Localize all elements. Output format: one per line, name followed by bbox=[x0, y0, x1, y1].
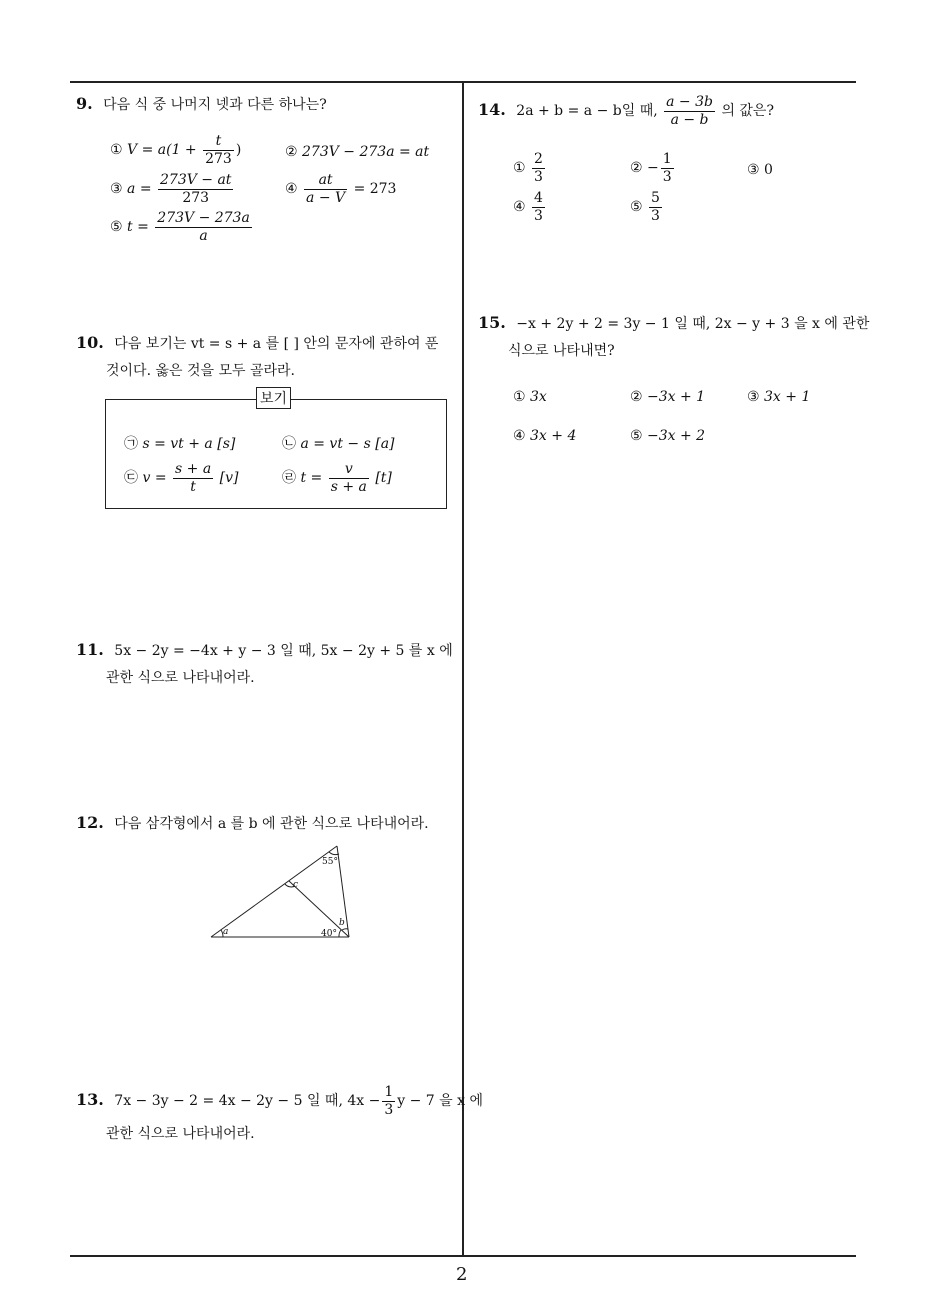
q9-option-3 bbox=[110, 173, 235, 205]
q9-text: 다음 식 중 나머지 넷과 다른 하나는? bbox=[103, 97, 327, 113]
q14-option-5: ⑤ $\frac{5}{3}$ bbox=[630, 190, 660, 224]
q13-text-a: 7x − 3y − 2 = 4x − 2y − 5 일 때, 4x − bbox=[114, 1093, 381, 1110]
q9-option-2-expr: 273V − 273a = at bbox=[302, 144, 430, 160]
q10-number: 10. bbox=[76, 333, 104, 352]
q15-option-5: ⑤ −3x + 2 bbox=[630, 428, 706, 444]
q9-option-3-fraction: $\frac{273V - at}{273}$ bbox=[160, 172, 232, 206]
q11-stem-line2: 관한 식으로 나타내어라. bbox=[106, 670, 255, 686]
q15-option-1: ① 3x bbox=[513, 389, 547, 405]
q9-option-2-mark: ② bbox=[285, 144, 298, 160]
q9-option-4 bbox=[285, 173, 396, 205]
q10-item-digeut: ㉢ v = $\frac{s + a}{t}$ [v] bbox=[124, 461, 239, 495]
q9-option-3-expr: a = bbox=[127, 181, 152, 198]
q9-option-1-mark: ① bbox=[110, 142, 123, 159]
q9-number: 9. bbox=[76, 94, 93, 113]
q9-option-5-expr: t = bbox=[127, 219, 149, 236]
q10-digeut-fraction: $\frac{s + a}{t}$ bbox=[175, 461, 212, 495]
angle-label-a: a bbox=[223, 927, 229, 937]
q14-text-a: 2a + b = a − b일 때, bbox=[516, 103, 658, 120]
angle-arc-40 bbox=[339, 930, 341, 937]
q10-item-giyeok: ㉠ s = vt + a [s] bbox=[124, 436, 236, 452]
q9-option-1-fraction: $\frac{t}{273}$ bbox=[205, 133, 232, 167]
q10-item-nieun: ㉡ a = vt − s [a] bbox=[282, 436, 395, 452]
triangle-left-side bbox=[211, 846, 337, 937]
q15-stem-line2: 식으로 나타내면? bbox=[508, 343, 615, 359]
q9-option-5-fraction: $\frac{273V - 273a}{a}$ bbox=[157, 210, 250, 244]
q10-text-line1: 다음 보기는 vt = s + a 를 [ ] 안의 문자에 관하여 푼 bbox=[114, 336, 439, 352]
q9-option-4-mark: ④ bbox=[285, 181, 298, 198]
page-number: 2 bbox=[456, 1264, 468, 1285]
q15-option-2: ② −3x + 1 bbox=[630, 389, 706, 405]
q13-stem-line1 bbox=[76, 1085, 483, 1117]
q14-option-4: ④ $\frac{4}{3}$ bbox=[513, 190, 543, 224]
bottom-rule bbox=[70, 1255, 856, 1257]
q13-number: 13. bbox=[76, 1090, 104, 1110]
q13-fraction: $\frac{1}{3}$ bbox=[384, 1084, 394, 1118]
angle-label-b: b bbox=[339, 918, 345, 928]
angle-label-55: 55° bbox=[322, 857, 338, 867]
q9-option-2 bbox=[285, 144, 429, 160]
q9-option-3-mark: ③ bbox=[110, 181, 123, 198]
angle-label-40: 40° bbox=[321, 929, 337, 939]
q9-option-1-expr: V = a(1 + bbox=[127, 142, 197, 159]
q12-text: 다음 삼각형에서 a 를 b 에 관한 식으로 나타내어라. bbox=[114, 816, 429, 832]
q9-option-5 bbox=[110, 211, 254, 243]
q11-number: 11. bbox=[76, 640, 104, 659]
q14-number: 14. bbox=[478, 100, 506, 120]
q14-option-3: ③ 0 bbox=[747, 162, 773, 178]
angle-label-c: c bbox=[293, 880, 299, 890]
q15-option-3: ③ 3x + 1 bbox=[747, 389, 811, 405]
q14-option-2: ② − $\frac{1}{3}$ bbox=[630, 151, 672, 185]
q12-stem bbox=[76, 813, 429, 833]
q13-text-b: y − 7 을 x 에 bbox=[397, 1093, 484, 1110]
q9-stem bbox=[76, 94, 327, 114]
q14-fraction: $\frac{a - 3b}{a - b}$ bbox=[666, 94, 713, 128]
q9-option-4-fraction: $\frac{at}{a - V}$ bbox=[306, 172, 346, 206]
q10-example-label: 보기 bbox=[256, 387, 291, 409]
q9-option-4-expr: = 273 bbox=[353, 181, 397, 198]
q11-text-line1: 5x − 2y = −4x + y − 3 일 때, 5x − 2y + 5 를 x 에 bbox=[114, 643, 453, 659]
column-divider bbox=[462, 81, 464, 1257]
q15-text-line1: −x + 2y + 2 = 3y − 1 일 때, 2x − y + 3 을 x 에 관한 bbox=[516, 316, 870, 332]
q12-number: 12. bbox=[76, 813, 104, 832]
q12-triangle-figure bbox=[205, 840, 355, 945]
q11-stem-line1 bbox=[76, 640, 453, 660]
q14-stem bbox=[478, 95, 774, 127]
q10-rieul-fraction: $\frac{v}{s + a}$ bbox=[330, 461, 367, 495]
q9-option-1: ① V = a(1 + $\frac{t}{273}$ ) bbox=[110, 133, 242, 167]
q10-stem-line2: 것이다. 옳은 것을 모두 골라라. bbox=[106, 363, 295, 379]
q15-stem-line1 bbox=[478, 313, 869, 333]
q10-stem-line1 bbox=[76, 333, 438, 353]
q13-stem-line2: 관한 식으로 나타내어라. bbox=[106, 1126, 255, 1142]
q15-option-4: ④ 3x + 4 bbox=[513, 428, 577, 444]
q15-number: 15. bbox=[478, 313, 506, 332]
q10-item-rieul: ㉣ t = $\frac{v}{s + a}$ [t] bbox=[282, 461, 392, 495]
q14-text-b: 의 값은? bbox=[721, 103, 774, 120]
q14-option-1: ① $\frac{2}{3}$ bbox=[513, 151, 543, 185]
angle-arc-b bbox=[342, 929, 348, 930]
q9-option-5-mark: ⑤ bbox=[110, 219, 123, 236]
